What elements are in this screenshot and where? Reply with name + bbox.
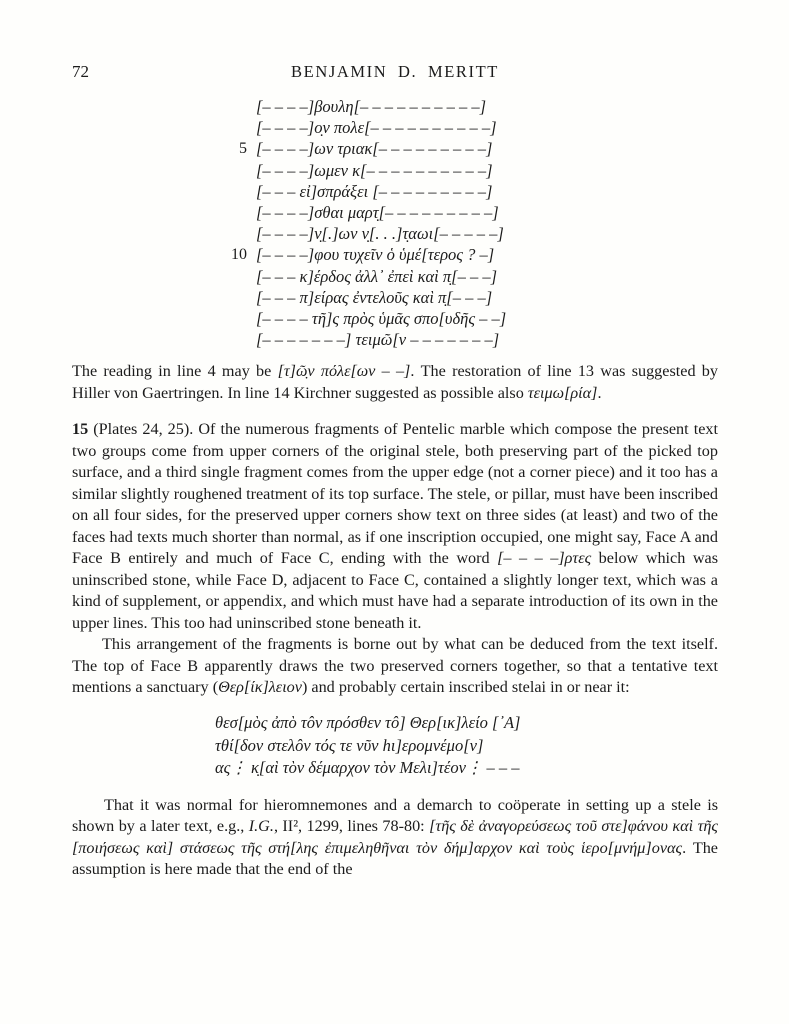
inscription-line (200, 223, 718, 244)
text-segment: The reading in line 4 may be (72, 362, 278, 381)
text-segment: 15 (72, 420, 89, 439)
inscription-line-text: [– – – π]είρας ἐντελοῦς καὶ π̣[– – –] (256, 287, 493, 307)
inscription-line-text: [– – – –]ν̣[.]ων ν̣[. . .]τ̣αωι[– – – – –] (256, 224, 504, 244)
inscription-line-number (200, 266, 256, 287)
note-paragraph (72, 361, 718, 404)
inscription-line-number (200, 329, 256, 350)
inscription-line-text: [– – – –]ων τριακ[– – – – – – – – –] (256, 139, 493, 159)
inscription-line: ας⋮ κ̣[αὶ τὸν δέμαρχον τὸν Μελι]τέον⋮ – – – (215, 758, 520, 778)
text-segment: τειμω[ρία] (527, 383, 598, 402)
text-segment: . The restoration of line 13 was suggested by Hiller von Gaertringen. In line 14 Kirchner suggested as possible also (72, 362, 718, 402)
final-paragraph (72, 795, 718, 881)
entry-15-paragraph (72, 419, 718, 634)
text-segment: . The assumption is here made that the end of the (72, 838, 718, 879)
text-segment: , II², 1299, lines 78-80: (273, 817, 430, 836)
text-segment: ) and probably certain inscribed stelai in or near it: (301, 678, 630, 697)
inscription-line (200, 181, 718, 202)
inscription-line-text: [– – – –]ωμεν κ[– – – – – – – – – –] (256, 160, 493, 180)
inscription-line-number: 10 (231, 246, 247, 264)
inscription-line (200, 244, 718, 265)
inscription-line-text: [– – – εἰ]σπράξει [– – – – – – – – –] (256, 181, 493, 201)
running-head: BENJAMIN D. MERITT (291, 62, 499, 81)
text-segment: (Plates 24, 25). Of the numerous fragments of Pentelic marble which compose the present text two groups come from upper corners of the original stele, both preserving part of the picked top surface, and a third single fragment comes from the upper edge (not a corner piece) and it too has a similar slightly roughened treatment of its top surface. The stele, or pillar, must have been inscribed on all four sides, for the preserved upper corners show text on three sides (at least) and two of the faces had texts much shorter than normal, as if one inscription occupied, one might say, Face A and Face B entirely and much of Face C, ending with the word (72, 420, 718, 568)
greek-inscription-block-1 (200, 96, 718, 350)
greek-inscription-block-2 (215, 712, 718, 780)
inscription-line-number (200, 181, 256, 202)
inscription-line-text: [– – – – τῆ]ς πρὸς ὑμᾶς σπο[υδῆς – –] (256, 309, 507, 329)
inscription-line-number: 5 (239, 140, 247, 158)
inscription-line-text: [– – – –]βουλη[– – – – – – – – – –] (256, 97, 487, 116)
arrangement-paragraph (72, 634, 718, 699)
inscription-line (200, 138, 718, 159)
inscription-line-text: [– – – –]φου τυχεῖν ὁ ὑμέ[τερος ? –] (256, 245, 495, 265)
inscription-line-number (200, 308, 256, 329)
inscription-line-text: [– – – –]ο̣ν πολε[– – – – – – – – – –] (256, 118, 497, 138)
inscription-line-number (200, 96, 256, 117)
inscription-line-number (200, 287, 256, 308)
text-segment: . (597, 383, 602, 402)
inscription-line (200, 329, 718, 350)
page-number: 72 (72, 62, 89, 81)
inscription-line (200, 287, 718, 308)
inscription-line (200, 160, 718, 181)
inscription-line (200, 96, 718, 117)
inscription-line-number (200, 223, 256, 244)
inscription-line-number (200, 160, 256, 181)
text-segment: I.G. (248, 817, 274, 836)
text-segment: [τῆς δὲ ἀναγορεύσεως τοῦ στε]φάνου καὶ τῆς [ποιήσεως καὶ] στάσεως τῆς στή[λης ἐπιμεληθῆναι τὸν δήμ]αρχον καὶ τοὺς ἱερο[μνήμ]ονας (72, 817, 718, 857)
text-segment: [τ]ῶ̣ν πόλε[ων – –] (277, 362, 411, 381)
inscription-line (200, 308, 718, 329)
text-segment: below which was uninscribed stone, while Face D, adjacent to Face C, contained a slightly longer text, which was a kind of supplement, or appendix, and which must have had a separate introduction of its own in the upper lines. This too had uninscribed stone beneath it. (72, 549, 719, 632)
text-segment: Θερ[ίκ]λειον (218, 678, 302, 697)
text-segment: [– – – –]ρτες (497, 549, 592, 568)
text-segment: This arrangement of the fragments is borne out by what can be deduced from the text itself. The top of Face B apparently draws the two preserved corners together, so that a tentative text mentions a sanctuary ( (72, 635, 718, 697)
inscription-line (200, 202, 718, 223)
inscription-line (200, 117, 718, 138)
text-segment: That it was normal for hieromnemones and a demarch to coöperate in setting up a stele is shown by a later text, e.g., (72, 795, 718, 836)
inscription-line (200, 266, 718, 287)
inscription-line-text: [– – – – – – –] τειμῶ[ν – – – – – – –] (256, 330, 500, 350)
inscription-line: θεσ[μὸς ἀπὸ τôν πρόσθεν τô] Θερ[ικ]λείο [᾽Α] (215, 712, 521, 732)
inscription-line-number (200, 202, 256, 223)
inscription-line-text: [– – – κ]έρδος ἀλλ᾽ ἐπεὶ καὶ π̣[– – –] (256, 266, 497, 286)
inscription-line-number (200, 117, 256, 138)
page-header (72, 62, 718, 84)
inscription-line-text: [– – – –]σθαι μαρτ̣[– – – – – – – – –] (256, 203, 499, 223)
inscription-line: τθί[δον στελôν τός τε νῦν hι]ερομνέμο[ν] (215, 735, 484, 755)
